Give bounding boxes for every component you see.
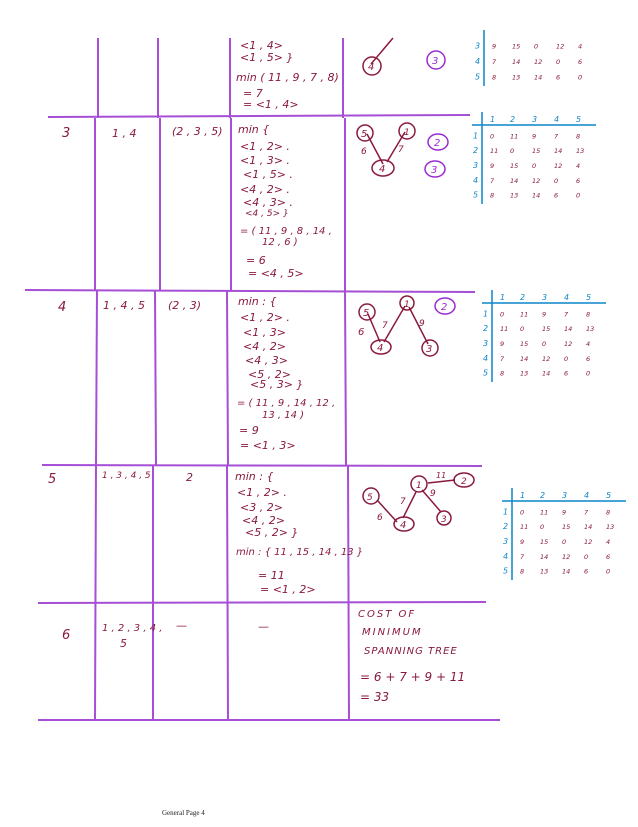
matrix-row-label: 5 [483,368,489,378]
calc-line: = 9 [239,424,259,437]
matrix-cell: 0 [534,42,539,51]
calc-line: <4 , 3> . [243,196,293,209]
matrix-cell: 15 [562,523,571,532]
matrix-cell: 12 [534,58,543,67]
calc-line: <1 , 5> . [243,168,293,181]
visited-set-cont: 5 [120,637,127,650]
matrix-cell: 14 [564,325,573,334]
calc-line: = ( 11 , 9 , 8 , 14 , [240,226,332,237]
matrix-cell: 12 [584,537,593,546]
visited-set: 1 , 4 , 5 [103,299,145,312]
matrix-cell: 4 [578,42,583,51]
matrix-partial [472,30,600,86]
matrix-cell: 0 [520,508,525,517]
matrix-cell: 14 [542,369,551,378]
svg-text:5: 5 [367,493,373,503]
result-line: SPANNING TREE [364,646,458,657]
matrix-cell: 13 [540,567,549,576]
calc-line: <4 , 2> . [240,183,290,196]
calc-line: min ( 11 , 9 , 7 , 8) [236,71,339,84]
matrix-col-header: 2 [510,115,516,124]
svg-text:5: 5 [361,129,368,140]
matrix-cell: 14 [562,567,571,576]
matrix-col-header: 2 [520,293,526,302]
matrix-cell: 0 [556,58,561,67]
matrix-cell: 7 [490,176,495,185]
matrix-cell: 14 [512,58,521,67]
matrix-cell: 11 [520,310,529,319]
matrix-cell: 15 [520,339,529,348]
matrix-cell: 8 [606,508,611,517]
calc-line: <1 , 2> . [240,140,290,153]
svg-text:1: 1 [404,300,410,310]
svg-text:11: 11 [436,471,447,480]
calc-line: min : { [235,470,274,483]
matrix-row-label: 4 [503,551,509,561]
matrix-col-header: 3 [562,491,568,500]
matrix-cell: 13 [512,73,521,82]
matrix-cell: 15 [510,161,519,170]
matrix-col-header: 2 [540,491,546,500]
calc-line: min : { [238,295,277,308]
matrix-cell: 9 [520,537,525,546]
matrix-cell: 14 [510,176,519,185]
matrix-row-label: 1 [483,309,489,319]
calc-line: = 11 [258,569,285,582]
matrix-cell: 0 [586,369,591,378]
matrix-row-label: 3 [503,536,509,546]
matrix-cell: 0 [576,191,581,200]
calc-line: = 6 [246,254,266,267]
matrix-cell: 12 [564,339,573,348]
matrix-cell: 0 [542,339,547,348]
matrix-cell: 6 [606,552,611,561]
matrix-row-label: 3 [473,160,479,170]
matrix-2 [480,290,610,382]
matrix-cell: 4 [576,161,581,170]
calc-line: <1 , 3> . [240,154,290,167]
unvisited-label: 3 [432,56,439,67]
matrix-cell: 6 [554,191,559,200]
calc-line: min { [238,123,270,136]
matrix-cell: 0 [510,147,515,156]
matrix-cell: 9 [562,508,567,517]
distance-matrix [500,488,630,580]
calc-line: min : { 11 , 15 , 14 , 13 } [236,547,364,558]
matrix-row-label: 3 [475,41,481,51]
matrix-cell: 9 [490,161,495,170]
calc-line: = ( 11 , 9 , 14 , 12 , [237,398,336,409]
matrix-cell: 13 [576,147,585,156]
calc-line: <4 , 3> [245,354,288,367]
matrix-col-header: 3 [532,115,538,124]
calc-line: <1 , 4> [240,39,283,52]
matrix-cell: 12 [562,552,571,561]
calc-line: <4 , 5> } [245,209,289,219]
graph-diagram [350,290,465,360]
matrix-cell: 7 [520,552,525,561]
matrix-cell: 0 [540,523,545,532]
matrix-cell: 0 [490,132,495,141]
visited-set: 1 , 4 [112,127,137,140]
matrix-row-label: 4 [475,57,481,67]
svg-text:3: 3 [431,165,438,176]
matrix-cell: 0 [578,73,583,82]
matrix-cell: 8 [490,191,495,200]
matrix-cell: 8 [520,567,525,576]
matrix-cell: 0 [520,325,525,334]
matrix-cell: 0 [564,354,569,363]
matrix-col-header: 5 [586,293,592,302]
matrix-cell: 12 [554,161,563,170]
matrix-col-header: 1 [500,293,506,302]
matrix-cell: 9 [532,132,537,141]
matrix-cell: 14 [554,147,563,156]
calc-dash: — [258,620,269,633]
matrix-cell: 14 [520,354,529,363]
matrix-cell: 4 [606,537,611,546]
page-footer: General Page 4 [162,809,205,817]
matrix-cell: 6 [564,369,569,378]
matrix-cell: 13 [606,523,615,532]
matrix-col-header: 1 [490,115,496,124]
matrix-cell: 11 [520,523,529,532]
matrix-cell: 11 [490,147,499,156]
graph-diagram [350,120,460,190]
svg-text:3: 3 [441,515,447,525]
matrix-cell: 7 [584,508,589,517]
matrix-cell: 4 [586,339,591,348]
unvisited-set: (2 , 3) [168,299,202,312]
matrix-cell: 7 [492,58,497,67]
svg-text:6: 6 [377,513,383,523]
matrix-cell: 7 [564,310,569,319]
matrix-cell: 0 [500,310,505,319]
matrix-col-header: 4 [584,491,590,500]
matrix-cell: 15 [542,325,551,334]
result-line: = 33 [360,690,390,704]
matrix-cell: 11 [510,132,519,141]
matrix-cell: 0 [606,567,611,576]
matrix-cell: 15 [512,42,521,51]
matrix-col-header: 3 [542,293,548,302]
result-line: MINIMUM [362,627,423,638]
svg-text:2: 2 [434,138,441,149]
matrix-col-header: 4 [554,115,560,124]
visited-set: 1 , 3 , 4 , 5 [102,471,151,481]
matrix-cell: 8 [492,73,497,82]
calc-line: <1 , 2> . [237,486,287,499]
matrix-cell: 11 [500,325,509,334]
matrix-cell: 13 [510,191,519,200]
matrix-row-label: 4 [473,175,479,185]
step-number: 3 [62,126,71,141]
matrix-cell: 12 [542,354,551,363]
calc-line: <3 , 2> [240,501,283,514]
unvisited-set: 2 [186,471,193,484]
distance-matrix [472,30,600,86]
matrix-cell: 6 [576,176,581,185]
svg-text:1: 1 [416,481,422,491]
matrix-row-label: 2 [483,324,489,334]
matrix-cell: 6 [556,73,561,82]
calc-line: <1 , 2> . [240,311,290,324]
matrix-cell: 8 [576,132,581,141]
svg-text:2: 2 [441,302,448,313]
matrix-cell: 11 [540,508,549,517]
matrix-row-label: 2 [473,146,479,156]
svg-text:4: 4 [377,343,384,354]
matrix-cell: 0 [554,176,559,185]
matrix-col-header: 5 [606,491,612,500]
matrix-cell: 15 [532,147,541,156]
calc-line: <4 , 2> [243,340,286,353]
distance-matrix [480,290,610,382]
matrix-row-label: 4 [483,353,489,363]
matrix-cell: 7 [500,354,505,363]
matrix-cell: 9 [500,339,505,348]
calc-line: <5 , 2> [248,368,291,381]
matrix-cell: 0 [532,161,537,170]
calc-line: <1 , 3> [243,326,286,339]
step-number: 5 [48,472,57,487]
matrix-cell: 13 [586,325,595,334]
matrix-row-label: 5 [473,190,479,200]
matrix-col-header: 1 [520,491,526,500]
svg-text:9: 9 [430,489,436,499]
matrix-row-label: 5 [503,566,509,576]
matrix-3 [500,488,630,580]
svg-text:9: 9 [419,319,425,329]
distance-matrix [470,112,600,204]
step-number: 4 [58,300,67,315]
result-line: COST OF [358,609,417,620]
calc-line: <1 , 5> } [240,51,294,64]
matrix-cell: 15 [540,537,549,546]
calc-line: 12 , 6 ) [262,237,298,248]
result-line: = 6 + 7 + 9 + 11 [360,670,466,684]
matrix-cell: 14 [534,73,543,82]
matrix-col-header: 5 [576,115,582,124]
calc-line: 13 , 14 ) [262,410,305,421]
svg-text:6: 6 [361,147,367,157]
svg-text:4: 4 [379,164,386,175]
matrix-row-label: 5 [475,72,481,82]
matrix-cell: 9 [492,42,497,51]
matrix-cell: 8 [500,369,505,378]
calc-line: = 7 [243,87,263,100]
matrix-row-label: 2 [503,522,509,532]
matrix-col-header: 4 [564,293,570,302]
matrix-cell: 9 [542,310,547,319]
matrix-cell: 14 [540,552,549,561]
matrix-cell: 12 [556,42,565,51]
unvisited-set: (2 , 3 , 5) [172,125,223,138]
matrix-row-label: 1 [503,507,509,517]
svg-text:7: 7 [398,145,404,155]
svg-text:6: 6 [358,327,365,338]
svg-text:7: 7 [400,497,406,507]
matrix-cell: 8 [586,310,591,319]
unvisited-set: — [176,619,187,632]
calc-line: <5 , 3> } [250,378,304,391]
graph-node-label: 4 [368,62,375,73]
svg-text:1: 1 [404,128,410,138]
matrix-cell: 12 [532,176,541,185]
matrix-cell: 14 [532,191,541,200]
svg-text:4: 4 [400,520,407,531]
calc-line: = <1 , 4> [243,98,299,111]
matrix-cell: 0 [562,537,567,546]
calc-line: = <1 , 2> [260,583,316,596]
calc-line: = <4 , 5> [248,267,304,280]
calc-line: = <1 , 3> [240,439,296,452]
graph-diagram [355,466,480,536]
calc-line: <4 , 2> [242,514,285,527]
matrix-cell: 6 [584,567,589,576]
svg-text:2: 2 [461,477,467,487]
matrix-cell: 0 [584,552,589,561]
matrix-cell: 7 [554,132,559,141]
calc-line: <5 , 2> } [245,526,299,539]
graph-diagram [355,34,465,84]
matrix-cell: 6 [586,354,591,363]
matrix-row-label: 3 [483,338,489,348]
svg-text:3: 3 [426,344,433,355]
visited-set: 1 , 2 , 3 , 4 , [102,623,163,634]
matrix-1 [470,112,600,204]
matrix-cell: 14 [584,523,593,532]
step-number: 6 [62,628,71,643]
matrix-cell: 13 [520,369,529,378]
matrix-row-label: 1 [473,131,479,141]
matrix-cell: 6 [578,58,583,67]
svg-text:7: 7 [382,321,388,331]
svg-text:5: 5 [363,308,370,319]
